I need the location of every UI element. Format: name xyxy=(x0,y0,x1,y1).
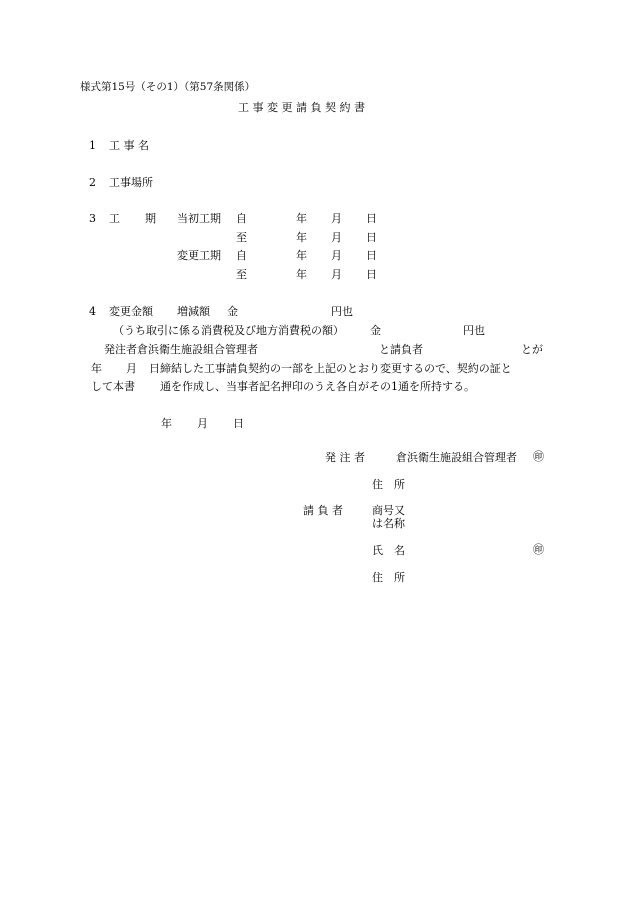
orderer-name: 倉浜衛生施設組合管理者 xyxy=(396,451,517,464)
item2-label: 工事場所 xyxy=(109,176,153,189)
orderer-seal-icon: ㊞ xyxy=(533,450,544,463)
orderer-label: 発 注 者 xyxy=(325,451,365,464)
changed-from-day: 日 xyxy=(366,249,377,262)
changed-from: 自 xyxy=(236,249,247,262)
tax-yen: 円也 xyxy=(463,324,485,337)
initial-from: 自 xyxy=(236,212,247,225)
item4-number: 4 xyxy=(89,305,96,318)
tax-kin: 金 xyxy=(370,324,381,337)
contractor-address-label: 住 所 xyxy=(372,571,405,584)
contractor-seal-icon: ㊞ xyxy=(533,543,544,556)
body-line2-year: 年 xyxy=(91,362,102,375)
contractor-label: 請 負 者 xyxy=(303,504,343,517)
body-line3-copies: して本書 xyxy=(91,380,135,393)
item3-number: 3 xyxy=(89,212,96,225)
changed-period-label: 変更工期 xyxy=(177,249,221,262)
body-line1-orderer: 発注者倉浜衛生施設組合管理者 xyxy=(104,343,258,356)
form-number: 様式第15号（その1）（第57条関係） xyxy=(80,81,256,93)
changed-from-year: 年 xyxy=(296,249,307,262)
item3-label-b: 期 xyxy=(145,212,156,225)
changed-to-day: 日 xyxy=(366,268,377,281)
changed-to: 至 xyxy=(236,268,247,281)
changed-from-month: 月 xyxy=(331,249,342,262)
date-year: 年 xyxy=(161,417,172,430)
changed-to-year: 年 xyxy=(296,268,307,281)
body-line2-rest: 日締結した工事請負契約の一部を上記のとおり変更するので、契約の証と xyxy=(149,362,512,375)
initial-from-day: 日 xyxy=(366,212,377,225)
item2-number: 2 xyxy=(89,176,96,189)
trade-name-line1: 商号又 xyxy=(372,504,405,517)
increase-label: 増減額 xyxy=(177,305,210,318)
document-title: 工 事 変 更 請 負 契 約 書 xyxy=(238,101,365,114)
body-line2-month: 月 xyxy=(126,362,137,375)
amount-yen: 円也 xyxy=(331,305,353,318)
item1-number: 1 xyxy=(89,139,96,152)
body-line3-rest: 通を作成し、当事者記名押印のうえ各自がその1通を所持する。 xyxy=(160,380,475,393)
changed-to-month: 月 xyxy=(331,268,342,281)
body-line1-toga: とが xyxy=(521,343,543,356)
initial-from-year: 年 xyxy=(296,212,307,225)
item1-label: 工 事 名 xyxy=(109,139,149,152)
trade-name-line2: は名称 xyxy=(372,517,405,530)
initial-from-month: 月 xyxy=(331,212,342,225)
amount-kin: 金 xyxy=(227,305,238,318)
item3-label-a: 工 xyxy=(109,212,120,225)
initial-to-month: 月 xyxy=(331,231,342,244)
tax-note: （うち取引に係る消費税及び地方消費税の額） xyxy=(113,324,344,337)
initial-to-day: 日 xyxy=(366,231,377,244)
initial-period-label: 当初工期 xyxy=(177,212,221,225)
date-day: 日 xyxy=(233,417,244,430)
orderer-address-label: 住 所 xyxy=(372,478,405,491)
date-month: 月 xyxy=(197,417,208,430)
initial-to-year: 年 xyxy=(296,231,307,244)
initial-to: 至 xyxy=(236,231,247,244)
item4-label: 変更金額 xyxy=(109,305,153,318)
body-line1-contractor: と請負者 xyxy=(379,343,423,356)
contractor-name-label: 氏 名 xyxy=(372,544,405,557)
